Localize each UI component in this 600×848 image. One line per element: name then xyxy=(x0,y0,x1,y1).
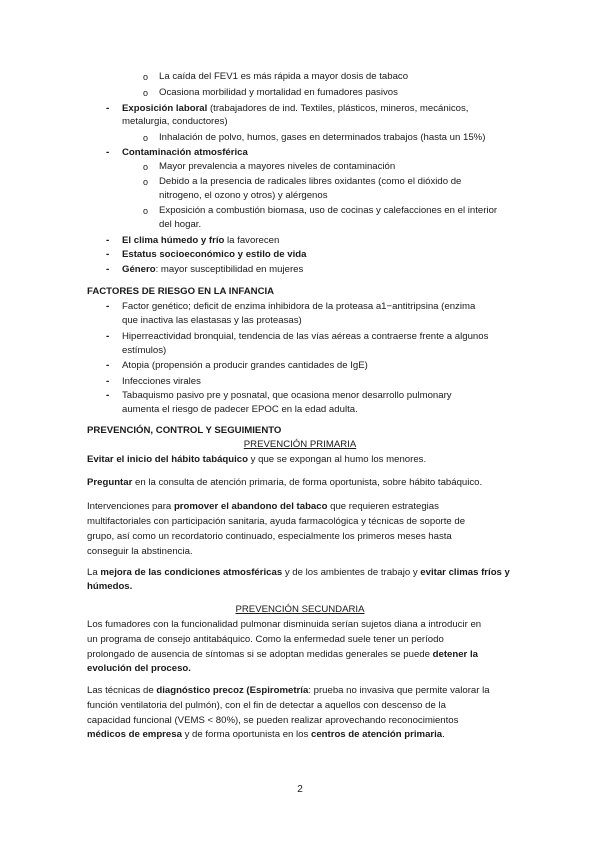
dash-bullet-marker: - xyxy=(106,331,110,342)
text-span: : prueba no invasiva que permite valorar la xyxy=(308,685,490,696)
text-span: La xyxy=(87,567,101,578)
bold-term: detener la xyxy=(432,649,478,660)
bold-term: evitar climas fríos y xyxy=(420,567,510,578)
dash-bullet-marker: - xyxy=(106,390,110,401)
text-line: Tabaquismo pasivo pre y posnatal, que ocasiona menor desarrollo pulmonary xyxy=(122,390,452,401)
text-line: Atopia (propensión a producir grandes cantidades de IgE) xyxy=(122,360,368,371)
bold-term: Género xyxy=(122,264,156,275)
text-span: en la consulta de atención primaria, de forma oportunista, sobre hábito tabáquico. xyxy=(132,477,483,488)
page-number: 2 xyxy=(297,784,303,795)
text-line: La caída del FEV1 es más rápida a mayor dosis de tabaco xyxy=(159,71,409,82)
dash-bullet-marker: - xyxy=(106,249,110,260)
text-line: metalurgia, conductores) xyxy=(122,116,228,127)
section-heading: PREVENCIÓN, CONTROL Y SEGUIMIENTO xyxy=(87,425,282,436)
bold-term: mejora de las condiciones atmosféricas xyxy=(100,567,283,578)
paragraph xyxy=(87,454,426,466)
text-line: Factor genético; deficit de enzima inhibidora de la proteasa a1−antitripsina (enzima xyxy=(122,301,476,312)
text-line: capacidad funcional (VEMS < 80%), se pueden realizar aprovechando reconocimientos xyxy=(87,715,459,726)
bold-term: centros de atención primaria xyxy=(310,729,443,740)
text-span: prolongado de ausencia de síntomas si se adoptan medidas generales se puede xyxy=(87,649,433,660)
text-line: estímulos) xyxy=(122,345,167,356)
text-line: grupo, así como un recordatorio continuado, especialmente los primeros meses hasta xyxy=(87,531,452,542)
bold-term: Estatus socioeconómico y estilo de vida xyxy=(122,249,307,260)
subsection-heading: PREVENCIÓN SECUNDARIA xyxy=(235,604,365,615)
text-span: la favorecen xyxy=(224,235,280,246)
text-line: Ocasiona morbilidad y mortalidad en fumadores pasivos xyxy=(159,87,398,98)
text-line: Debido a la presencia de radicales libres oxidantes (como el dióxido de xyxy=(159,176,462,187)
text-span: Intervenciones para xyxy=(87,501,174,512)
text-line: nitrogeno, el ozono y otros) y alérgenos xyxy=(159,190,328,201)
text-span: Las técnicas de xyxy=(87,685,157,696)
paragraph xyxy=(87,567,510,579)
bold-term: Preguntar xyxy=(87,477,133,488)
dash-bullet-marker: - xyxy=(106,376,110,387)
text-line: conseguir la abstinencia. xyxy=(87,546,193,557)
paragraph xyxy=(87,477,482,489)
text-span: . xyxy=(442,729,445,740)
dash-bullet-marker: - xyxy=(106,235,110,246)
bold-term: El clima húmedo y frío xyxy=(122,235,225,246)
text-line xyxy=(87,649,478,661)
text-line xyxy=(122,264,303,276)
text-line: Infecciones virales xyxy=(122,376,201,387)
dash-bullet-marker: - xyxy=(106,301,110,312)
section-heading: FACTORES DE RIESGO EN LA INFANCIA xyxy=(87,286,275,297)
text-line: función ventilatoria del pulmón), con el fin de detectar a aquellos con descenso de la xyxy=(87,700,446,711)
sub-bullet-marker: o xyxy=(143,177,149,187)
bold-term: promover el abandono del tabaco xyxy=(173,501,328,512)
sub-bullet-marker: o xyxy=(143,206,149,216)
bold-term: diagnóstico precoz (Espirometría xyxy=(156,685,309,696)
text-span: : mayor susceptibilidad en mujeres xyxy=(155,264,304,275)
dash-bullet-marker: - xyxy=(106,360,110,371)
text-line: Los fumadores con la funcionalidad pulmonar disminuida serían sujetos diana a introducir en xyxy=(87,619,482,630)
bold-term: médicos de empresa xyxy=(87,729,182,740)
text-line: multifactoriales con participación sanitaria, ayuda farmacológica y técnicas de soporte de xyxy=(87,516,466,527)
dash-bullet-marker: - xyxy=(106,103,110,114)
text-line xyxy=(122,235,279,247)
paragraph xyxy=(87,685,490,697)
subsection-heading: PREVENCIÓN PRIMARIA xyxy=(243,439,357,450)
text-line: un programa de consejo antitabáquico. Como la enfermedad suele tener un período xyxy=(87,634,444,645)
dash-bullet-marker: - xyxy=(106,147,110,158)
paragraph xyxy=(87,501,439,513)
sub-bullet-marker: o xyxy=(143,133,149,143)
dash-bullet-marker: - xyxy=(106,264,110,275)
text-line: Mayor prevalencia a mayores niveles de contaminación xyxy=(159,161,396,172)
sub-bullet-marker: o xyxy=(143,88,149,98)
text-span: y que se expongan al humo los menores. xyxy=(248,454,427,465)
bold-term: húmedos. xyxy=(87,581,133,592)
bold-term: Contaminación atmosférica xyxy=(122,147,248,158)
text-line xyxy=(87,729,445,741)
text-line: del hogar. xyxy=(159,219,202,230)
text-line: Inhalación de polvo, humos, gases en determinados trabajos (hasta un 15%) xyxy=(159,132,486,143)
text-span: que requieren estrategias xyxy=(327,501,439,512)
text-line: que inactiva las elastasas y las proteasas) xyxy=(122,315,302,326)
bold-term: Evitar el inicio del hábito tabáquico xyxy=(87,454,248,465)
text-span: y de los ambientes de trabajo y xyxy=(282,567,421,578)
text-span: y de forma oportunista en los xyxy=(181,729,311,740)
sub-bullet-marker: o xyxy=(143,72,149,82)
sub-bullet-marker: o xyxy=(143,162,149,172)
text-span: (trabajadores de ind. Textiles, plásticos, mineros, mecánicos, xyxy=(207,103,469,114)
text-line: Exposición a combustión biomasa, uso de cocinas y calefacciones en el interior xyxy=(159,205,498,216)
text-line: Hiperreactividad bronquial, tendencia de las vías aéreas a contraerse frente a algunos xyxy=(122,331,489,342)
text-line: aumenta el riesgo de padecer EPOC en la edad adulta. xyxy=(122,404,358,415)
bold-term: Exposición laboral xyxy=(122,103,208,114)
text-line xyxy=(122,103,468,115)
bold-term: evolución del proceso. xyxy=(87,663,191,674)
